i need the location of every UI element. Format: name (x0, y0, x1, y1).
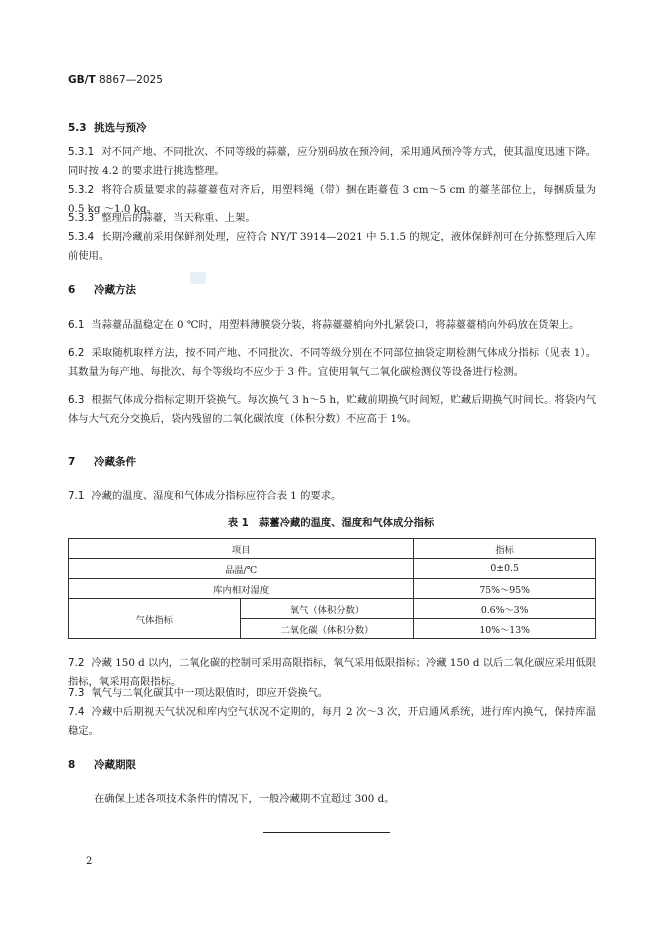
clause-7-1 (68, 487, 596, 506)
storage-conditions-table (68, 538, 596, 639)
document-header (68, 74, 163, 86)
clause-number: 7.2 (68, 657, 85, 669)
header-item: 项目 (69, 539, 414, 559)
section-number: 8 (68, 759, 76, 771)
section-5-3-heading (68, 120, 147, 135)
clause-number: 5.3.4 (68, 231, 95, 243)
row-value: 75%～95% (414, 579, 596, 599)
clause-number: 6.2 (68, 347, 85, 359)
clause-number: 7.1 (68, 490, 85, 502)
section-number: 5.3 (68, 122, 87, 134)
clause-number: 6.1 (68, 319, 85, 331)
header-index: 指标 (414, 539, 596, 559)
clause-text: 冷藏中后期视天气状况和库内空气状况不定期的，每月 2 次～3 次，开启通风系统，进行库内换气，保持库温稳定。 (68, 706, 596, 737)
clause-number: 6.3 (68, 394, 85, 406)
clause-text: 采取随机取样方法，按不同产地、不同批次、不同等级分别在不同部位抽袋定期检测气体成分指标（见表 1）。其数量为每产地、每批次、每个等级均不应少于 3 件。宜使用氧气二氧化碳检测仪等设备进行检测。 (68, 347, 596, 378)
watermark-stamp (190, 272, 206, 284)
row-label: 品温/℃ (69, 559, 414, 579)
clause-7-4 (68, 703, 596, 741)
section-7-heading (68, 454, 136, 469)
clause-text: 将符合质量要求的蒜薹薹苞对齐后，用塑料绳（带）捆在距薹苞 3 cm～5 cm 的薹茎部位上，每捆质量为 0.5 kg ～1.0 kg。 (68, 184, 596, 215)
clause-text: 当蒜薹品温稳定在 0 ℃时，用塑料薄膜袋分装，将蒜薹薹梢向外扎紧袋口，将蒜薹薹梢向外码放在货架上。 (91, 319, 580, 331)
clause-5-3-3 (68, 209, 596, 228)
row-value: 0±0.5 (414, 559, 596, 579)
clause-6-1 (68, 316, 596, 335)
standard-number: 8867—2025 (98, 74, 163, 86)
row-value: 10%～13% (414, 619, 596, 639)
row-value: 0.6%～3% (414, 599, 596, 619)
section-number: 7 (68, 456, 76, 468)
row-sublabel: 二氧化碳（体积分数） (240, 619, 414, 639)
table-row (69, 599, 596, 619)
clause-number: 5.3.2 (68, 184, 95, 196)
section-6-heading (68, 282, 136, 297)
clause-8-text: 在确保上述各项技术条件的情况下，一般冷藏期不宜超过 300 d。 (94, 793, 395, 805)
clause-number: 7.3 (68, 687, 85, 699)
section-title: 冷藏方法 (94, 284, 136, 296)
clause-text: 冷藏的温度、湿度和气体成分指标应符合表 1 的要求。 (91, 490, 342, 502)
gas-group-label: 气体指标 (69, 599, 241, 639)
clause-text: 冷藏 150 d 以内，二氧化碳的控制可采用高限指标，氧气采用低限指标；冷藏 150 d 以后二氧化碳应采用低限指标，氧采用高限指标。 (68, 657, 596, 688)
row-sublabel: 氧气（体积分数） (240, 599, 414, 619)
table-row (69, 559, 596, 579)
clause-text: 氧气与二氧化碳其中一项达限值时，即应开袋换气。 (91, 687, 329, 699)
clause-6-2 (68, 344, 596, 382)
clause-number: 5.3.3 (68, 212, 95, 224)
clause-5-3-1 (68, 143, 596, 181)
section-number: 6 (68, 284, 76, 296)
section-title: 冷藏条件 (94, 456, 136, 468)
end-rule (263, 832, 390, 833)
section-title: 挑选与预冷 (94, 122, 147, 134)
clause-number: 7.4 (68, 706, 85, 718)
clause-number: 5.3.1 (68, 146, 95, 158)
table-row (69, 579, 596, 599)
clause-6-3 (68, 391, 596, 429)
table-caption: 表 1 蒜薹冷藏的温度、湿度和气体成分指标 (227, 517, 435, 529)
table-header-row (69, 539, 596, 559)
section-8-heading (68, 757, 136, 772)
section-title: 冷藏期限 (94, 759, 136, 771)
clause-5-3-4 (68, 228, 596, 266)
clause-text: 根据气体成分指标定期开袋换气。每次换气 3 h～5 h，贮藏前期换气时间短，贮藏后期换气时间长。将袋内气体与大气充分交换后，袋内残留的二氧化碳浓度（体积分数）不应高于 1%。 (68, 394, 596, 425)
row-label: 库内相对湿度 (69, 579, 414, 599)
clause-7-3 (68, 684, 596, 703)
clause-text: 对不同产地、不同批次、不同等级的蒜薹，应分别码放在预冷间，采用通风预冷等方式，使其温度迅速下降。同时按 4.2 的要求进行挑选整理。 (68, 146, 596, 177)
page-number: 2 (86, 856, 93, 867)
clause-text: 整理后的蒜薹，当天称重、上架。 (101, 212, 256, 224)
clause-text: 长期冷藏前采用保鲜剂处理，应符合 NY/T 3914—2021 中 5.1.5 的规定，液体保鲜剂可在分拣整理后入库前使用。 (68, 231, 596, 262)
standard-code: GB/T (68, 74, 96, 86)
